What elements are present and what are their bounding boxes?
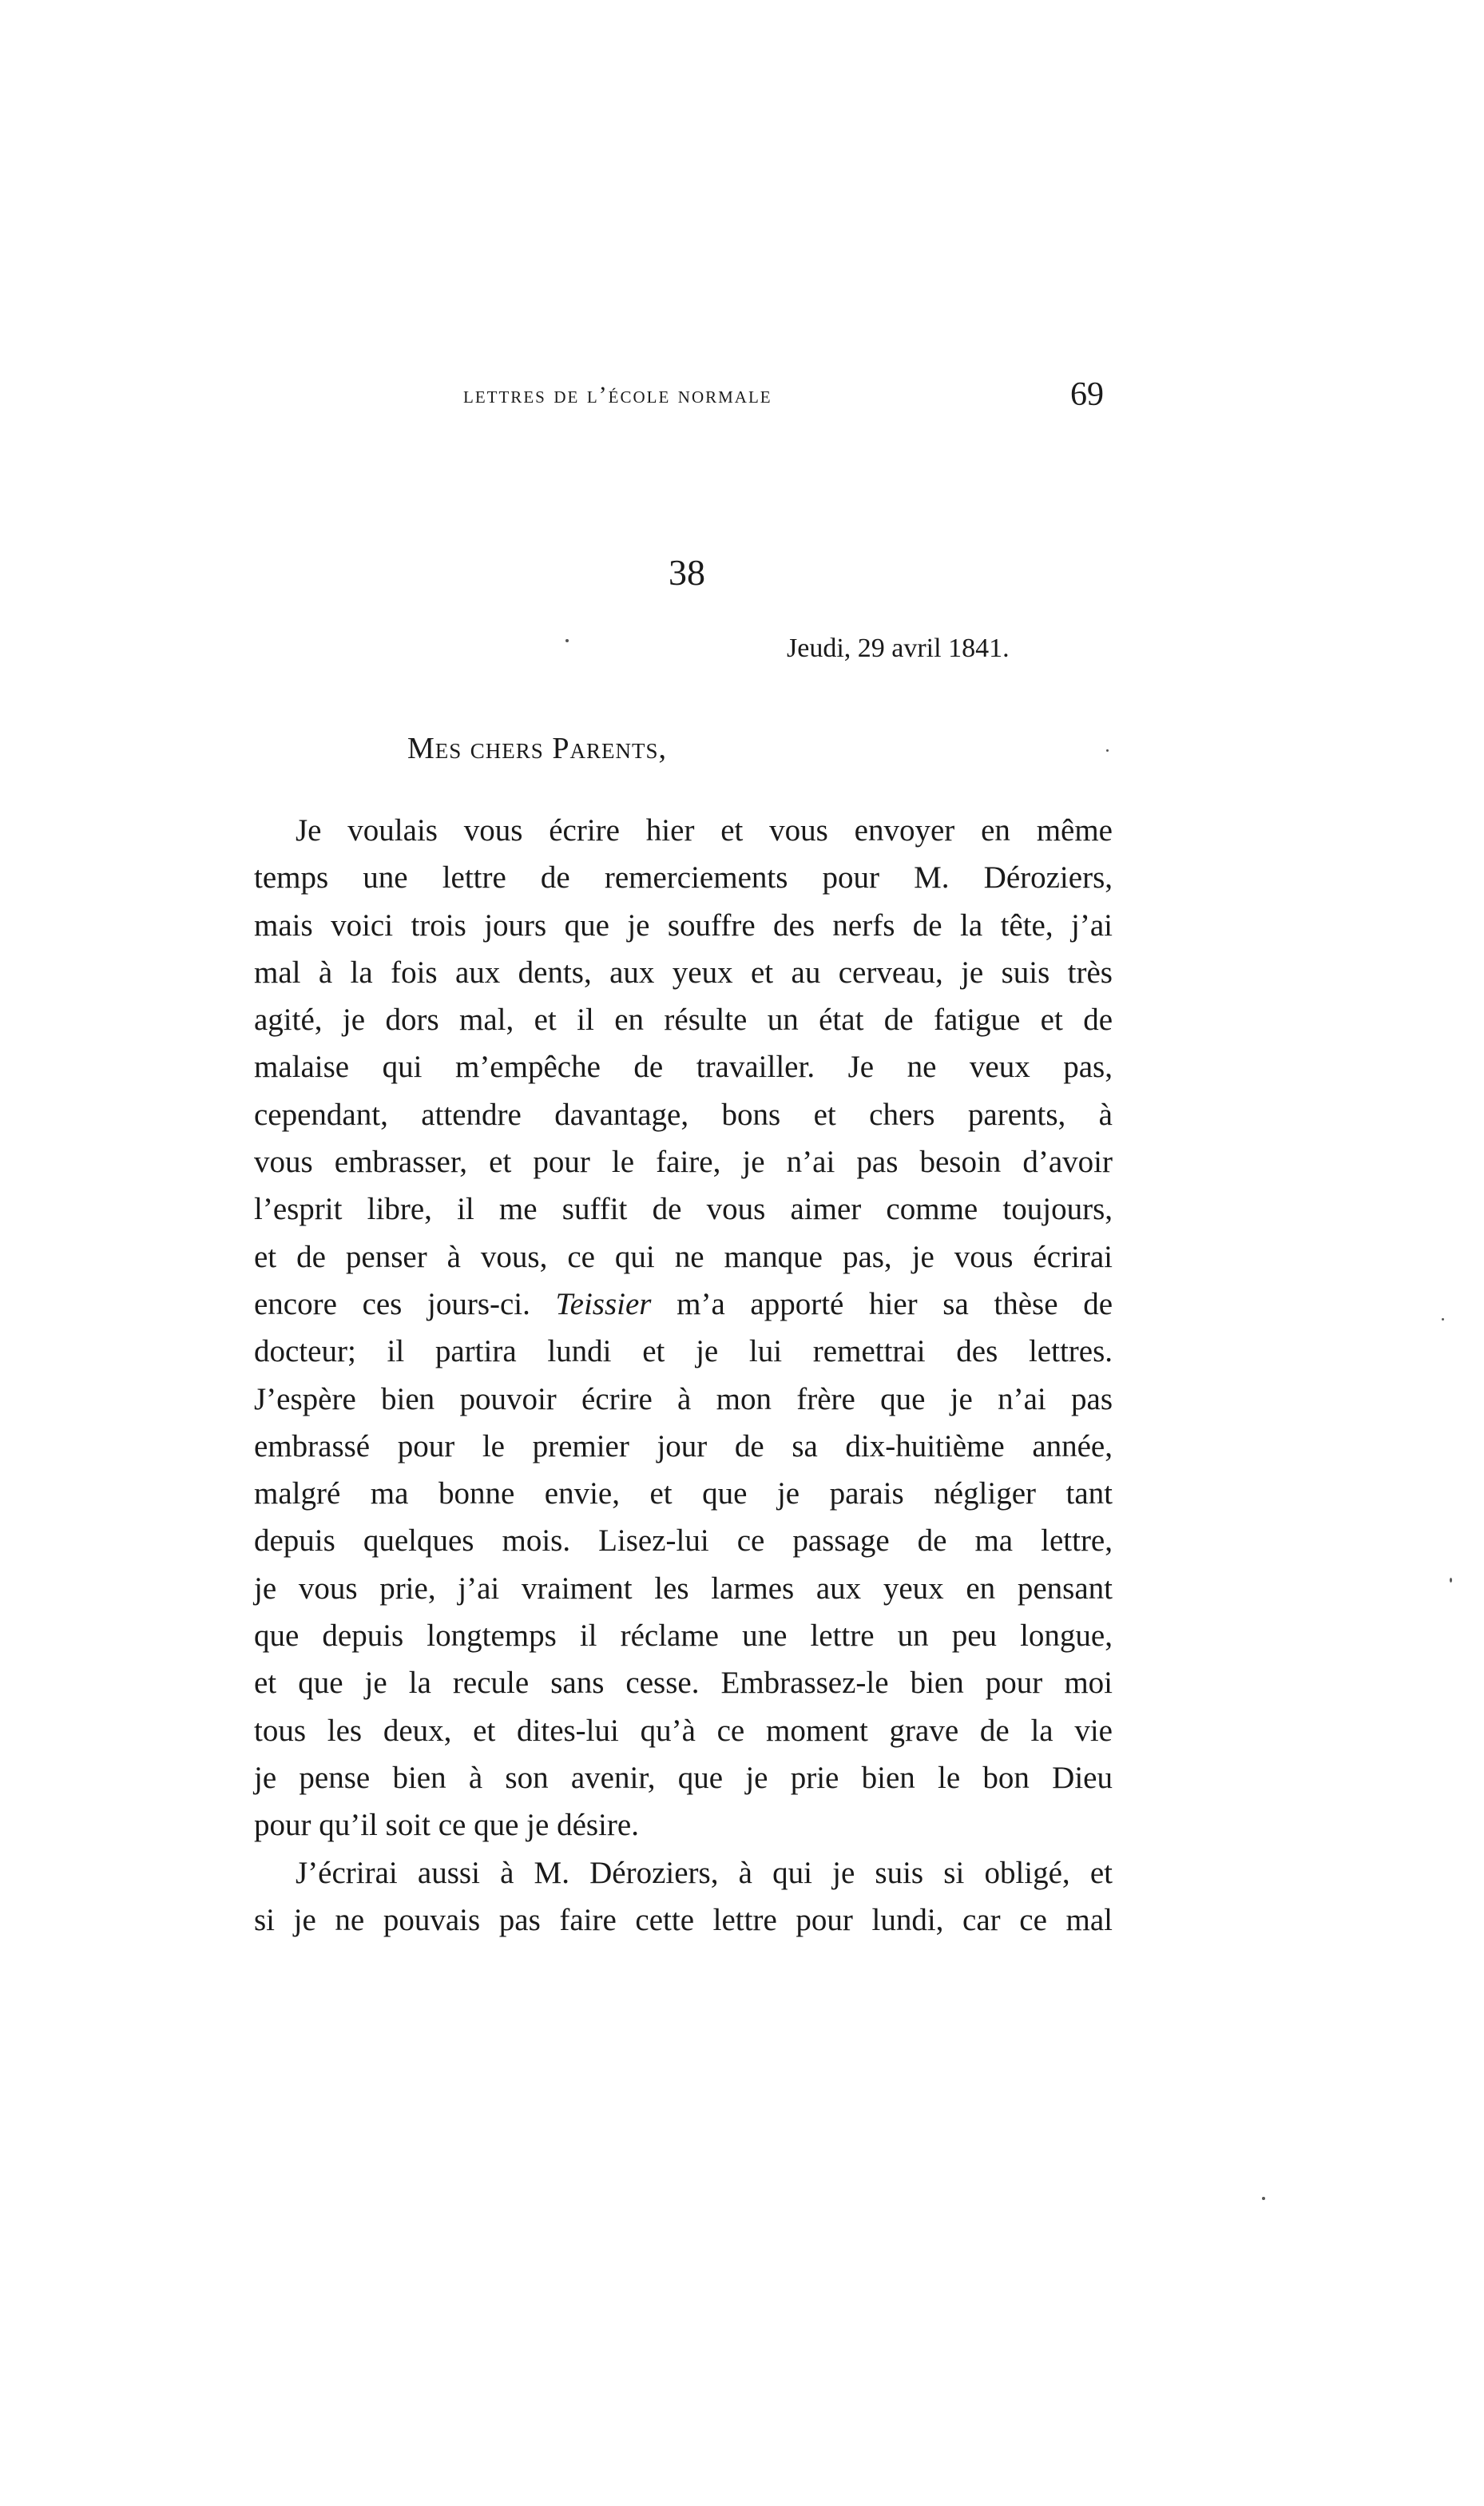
text-line: cependant, attendre davantage, bons et chers parents, à [254, 1097, 1113, 1132]
text-line [254, 1281, 1113, 1328]
salutation: Mes chers Parents, [407, 732, 667, 765]
scan-speck [1450, 1578, 1452, 1583]
letter-body [254, 807, 1113, 1944]
paragraph [254, 1849, 1113, 1944]
text-line: J’espère bien pouvoir écrire à mon frère que je n’ai pas [254, 1381, 1113, 1416]
text-line: et de penser à vous, ce qui ne manque pas, je vous écrirai [254, 1239, 1113, 1274]
scan-speck [1262, 2197, 1265, 2200]
text-line: si je ne pouvais pas faire cette lettre pour lundi, car ce mal [254, 1902, 1113, 1937]
text-line: mais voici trois jours que je souffre des nerfs de la tête, j’ai [254, 907, 1113, 943]
dateline: Jeudi, 29 avril 1841. [787, 633, 1010, 663]
text-line: l’esprit libre, il me suffit de vous aimer comme toujours, [254, 1192, 1113, 1227]
letter-number: 38 [669, 552, 705, 593]
text-line: mal à la fois aux dents, aux yeux et au cerveau, je suis très [254, 955, 1113, 990]
text-line: que depuis longtemps il réclame une lettre un peu longue, [254, 1618, 1113, 1654]
text-line: je vous prie, j’ai vraiment les larmes aux yeux en pensant [254, 1571, 1113, 1606]
text-line: malgré ma bonne envie, et que je parais négliger tant [254, 1476, 1113, 1511]
paragraph [254, 807, 1113, 1849]
text-line: depuis quelques mois. Lisez-lui ce passage de ma lettre, [254, 1523, 1113, 1559]
text-line: et que je la recule sans cesse. Embrassez-le bien pour moi [254, 1666, 1113, 1701]
text-line: je pense bien à son avenir, que je prie bien le bon Dieu [254, 1760, 1113, 1795]
scan-speck [1442, 1318, 1444, 1321]
text-line: docteur; il partira lundi et je lui remettrai des lettres. [254, 1334, 1113, 1369]
running-head: lettres de l’école normale [463, 382, 772, 408]
text-line: J’écrirai aussi à M. Déroziers, à qui je suis si obligé, et [296, 1855, 1113, 1890]
text-line: Je voulais vous écrire hier et vous envoyer en même [296, 813, 1113, 848]
italic-name: Teissier [555, 1286, 652, 1321]
text-line: malaise qui m’empêche de travailler. Je ne veux pas, [254, 1050, 1113, 1085]
text-line: temps une lettre de remerciements pour M. Déroziers, [254, 860, 1113, 896]
text-line: tous les deux, et dites-lui qu’à ce moment grave de la vie [254, 1713, 1113, 1748]
text-line: agité, je dors mal, et il en résulte un état de fatigue et de [254, 1003, 1113, 1038]
page-number: 69 [1070, 376, 1104, 413]
scan-speck [565, 639, 569, 642]
text-segment: m’a apporté hier sa thèse de [651, 1286, 1113, 1321]
scan-speck [1106, 749, 1109, 752]
text-line: vous embrasser, et pour le faire, je n’ai pas besoin d’avoir [254, 1145, 1113, 1180]
text-line: pour qu’il soit ce que je désire. [254, 1808, 639, 1843]
text-segment: encore ces jours-ci. [254, 1286, 556, 1321]
text-line: embrassé pour le premier jour de sa dix-huitième année, [254, 1428, 1113, 1463]
